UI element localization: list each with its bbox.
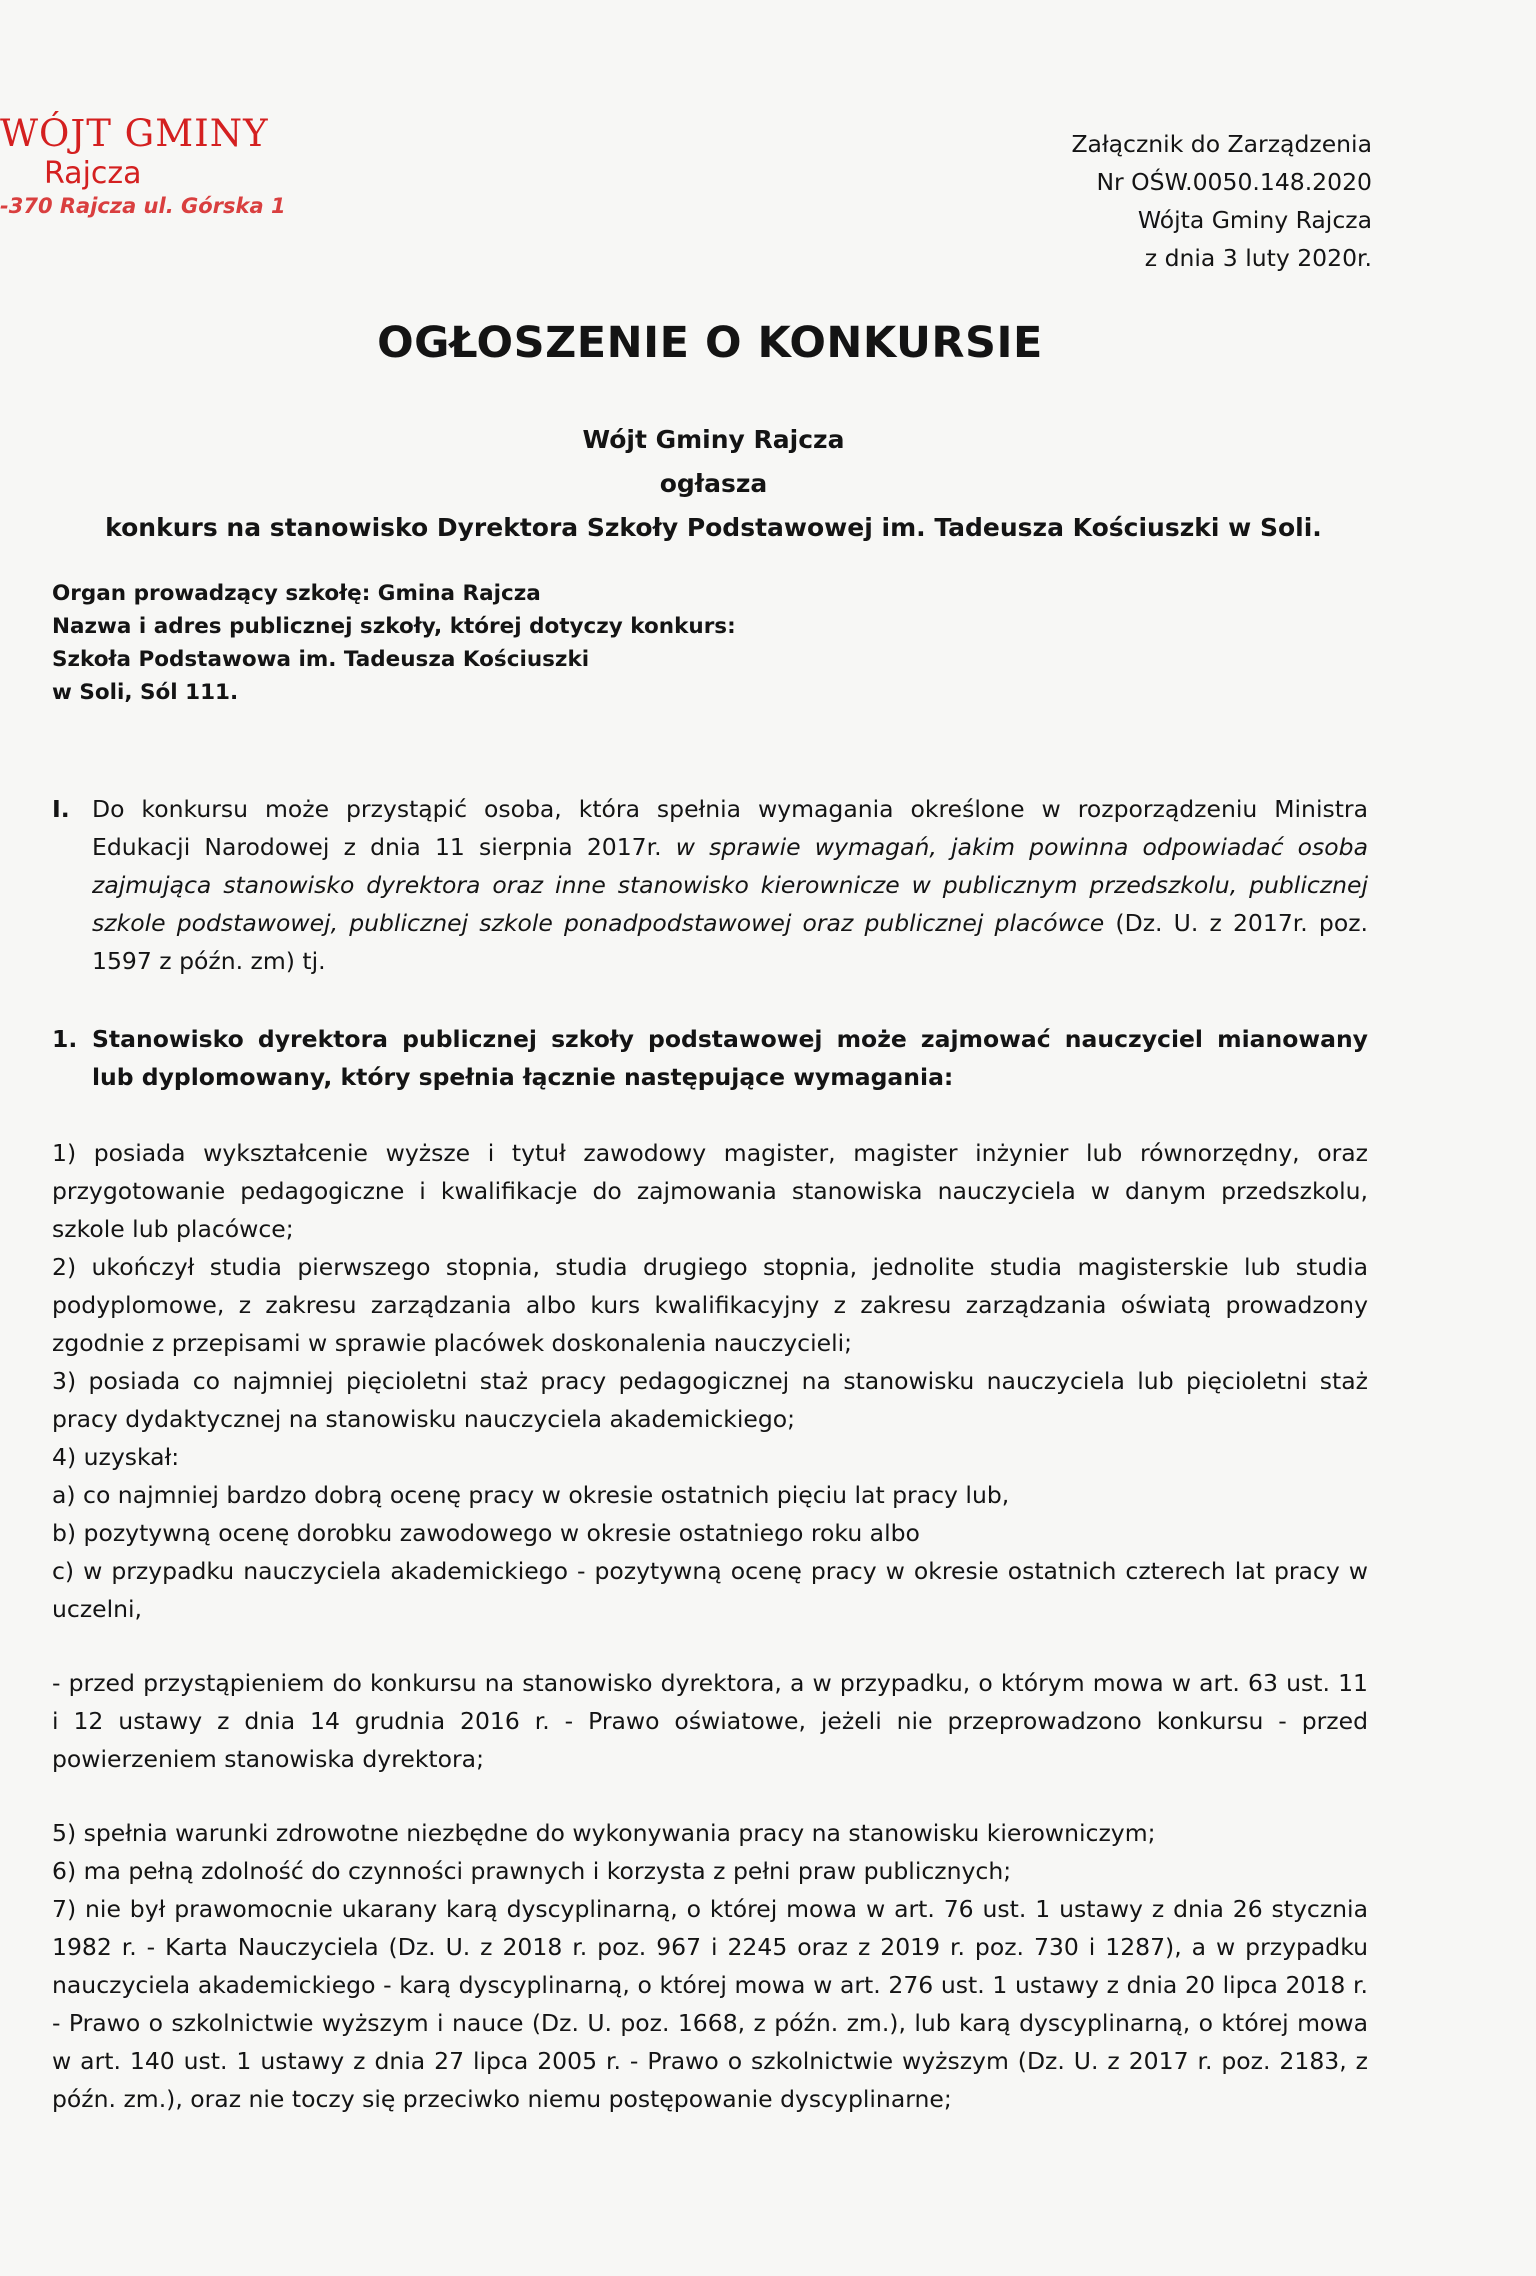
section-heading: Stanowisko dyrektora publicznej szkoły podstawowej może zajmować nauczyciel mianowany lub dyplomowany, który spełnia łącznie następujące wymagania: — [92, 1025, 1368, 1091]
stamp-town: Rajcza — [44, 156, 142, 191]
regulation-title: w sprawie wymagań, jakim powinna odpowiadać osoba zajmująca stanowisko dyrektora oraz inne stanowisko kierownicze w publicznym przedszkolu, publicznej szkole podstawowej, publicznej szkole ponadpodstawowej oraz publicznej placówce — [92, 833, 1368, 937]
official-stamp — [0, 112, 286, 220]
requirement-item: 6) ma pełną zdolność do czynności prawnych i korzysta z pełni praw publicznych; — [52, 1857, 1012, 1885]
school-info-line: Nazwa i adres publicznej szkoły, której dotyczy konkurs: — [52, 614, 736, 639]
requirement-item: 2) ukończył studia pierwszego stopnia, studia drugiego stopnia, jednolite studia magisterskie lub studia podyplomowe, z zakresu zarządzania albo kurs kwalifikacyjny z zakresu zarządzania oświatą prowadzony zgodnie z przepisami w sprawie placówek doskonalenia nauczycieli; — [52, 1253, 1368, 1357]
school-info-line: w Soli, Sól 111. — [52, 680, 239, 705]
attachment-line: Nr OŚW.0050.148.2020 — [1096, 168, 1372, 196]
section-one — [52, 1020, 1368, 1096]
requirement-item: 3) posiada co najmniej pięcioletni staż pracy pedagogicznej na stanowisku nauczyciela lub pięcioletni staż pracy dydaktycznej na stanowisku nauczyciela akademickiego; — [52, 1367, 1368, 1433]
school-info-line: Szkoła Podstawowa im. Tadeusza Kościuszki — [52, 647, 590, 672]
stamp-address: -370 Rajcza ul. Górska 1 — [0, 194, 286, 218]
section-number: I. — [52, 795, 70, 823]
section-number: 1. — [52, 1025, 78, 1053]
announcement-block — [52, 418, 1375, 550]
school-info-block — [52, 577, 736, 709]
attachment-line: z dnia 3 luty 2020r. — [1144, 244, 1372, 272]
school-info-line: Organ prowadzący szkołę: Gmina Rajcza — [52, 581, 541, 606]
document-title: OGŁOSZENIE O KONKURSIE — [377, 318, 1043, 368]
section-roman-one — [52, 790, 1368, 980]
requirement-subitem: a) co najmniej bardzo dobrą ocenę pracy w okresie ostatnich pięciu lat pracy lub, — [52, 1481, 1010, 1509]
stamp-title: WÓJT GMINY — [0, 112, 269, 155]
requirement-item: 5) spełnia warunki zdrowotne niezbędne do wykonywania pracy na stanowisku kierowniczym; — [52, 1819, 1156, 1847]
section-text-start: Do konkursu może przystąpić osoba, która spełnia wymagania określone w rozporządzeniu Ministra Edukacji Narodowej z dnia 11 sierpnia 2017r. — [92, 795, 1368, 861]
announcement-line: ogłasza — [659, 469, 768, 498]
requirement-note: - przed przystąpieniem do konkursu na stanowisko dyrektora, a w przypadku, o którym mowa w art. 63 ust. 11 i 12 ustawy z dnia 14 grudnia 2016 r. - Prawo oświatowe, jeżeli nie przeprowadzono konkursu - przed powierzeniem stanowiska dyrektora; — [52, 1669, 1368, 1773]
attachment-line: Wójta Gminy Rajcza — [1137, 206, 1372, 234]
announcement-line: Wójt Gminy Rajcza — [582, 425, 845, 454]
requirements-list — [52, 1134, 1368, 2118]
attachment-note — [1071, 125, 1372, 277]
requirement-item: 4) uzyskał: — [52, 1443, 180, 1471]
requirement-item: 1) posiada wykształcenie wyższe i tytuł zawodowy magister, magister inżynier lub równorzędny, oraz przygotowanie pedagogiczne i kwalifikacje do zajmowania stanowiska nauczyciela w danym przedszkolu, szkole lub placówce; — [52, 1139, 1368, 1243]
section-text-end: (Dz. U. z 2017r. poz. 1597 z późn. zm) tj. — [92, 909, 1369, 975]
document-body — [52, 790, 1368, 2118]
requirement-subitem: b) pozytywną ocenę dorobku zawodowego w okresie ostatniego roku albo — [52, 1519, 920, 1547]
announcement-line: konkurs na stanowisko Dyrektora Szkoły Podstawowej im. Tadeusza Kościuszki w Soli. — [105, 513, 1322, 542]
requirement-item: 7) nie był prawomocnie ukarany karą dyscyplinarną, o której mowa w art. 76 ust. 1 ustawy z dnia 26 stycznia 1982 r. - Karta Nauczyciela (Dz. U. z 2018 r. poz. 967 i 2245 oraz z 2019 r. poz. 730 i 1287), a w przypadku nauczyciela akademickiego - karą dyscyplinarną, o której mowa w art. 276 ust. 1 ustawy z dnia 20 lipca 2018 r. - Prawo o szkolnictwie wyższym i nauce (Dz. U. poz. 1668, z późn. zm.), lub karą dyscyplinarną, o której mowa w art. 140 ust. 1 ustawy z dnia 27 lipca 2005 r. - Prawo o szkolnictwie wyższym (Dz. U. z 2017 r. poz. 2183, z późn. zm.), oraz nie toczy się przeciwko niemu postępowanie dyscyplinarne; — [52, 1895, 1368, 2113]
requirement-subitem: c) w przypadku nauczyciela akademickiego - pozytywną ocenę pracy w okresie ostatnich czterech lat pracy w uczelni, — [52, 1557, 1368, 1623]
section-text — [92, 790, 1368, 980]
attachment-line: Załącznik do Zarządzenia — [1071, 130, 1372, 158]
